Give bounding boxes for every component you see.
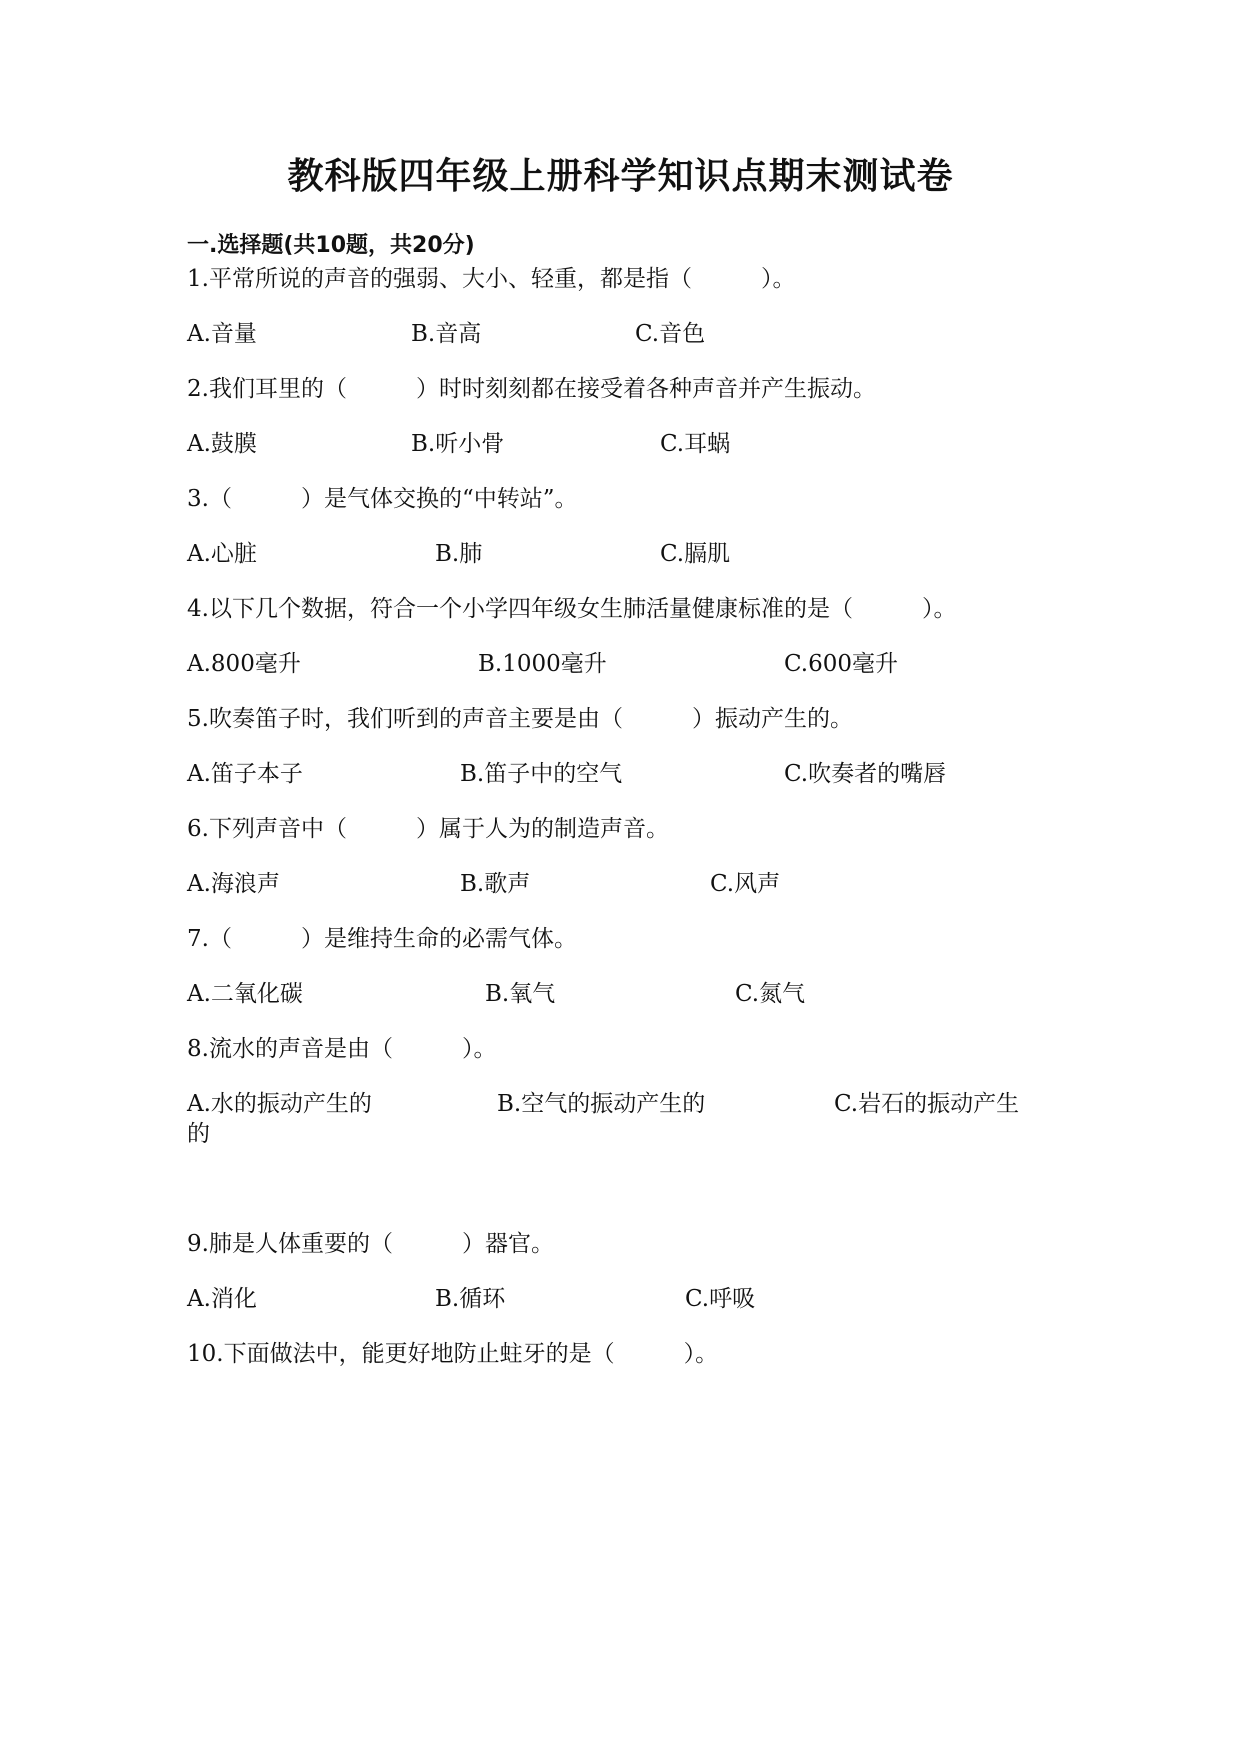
- q1-option-b: B.音高: [411, 321, 482, 347]
- section-heading: 一.选择题(共10题，共20分): [187, 233, 475, 258]
- q5-option-c: C.吹奏者的嘴唇: [784, 761, 947, 787]
- q6-option-b: B.歌声: [460, 871, 531, 897]
- q8-option-a: A.水的振动产生的: [187, 1091, 372, 1117]
- q7-option-a: A.二氧化碳: [187, 981, 303, 1007]
- q4-option-c: C.600毫升: [784, 651, 898, 677]
- q1-option-c: C.音色: [635, 321, 706, 347]
- q2-option-b: B.听小骨: [411, 431, 505, 457]
- q5-option-b: B.笛子中的空气: [460, 761, 623, 787]
- question-10: 10.下面做法中，能更好地防止蛀牙的是（ ）。: [187, 1341, 719, 1367]
- q4-option-b: B.1000毫升: [478, 651, 607, 677]
- exam-title: 教科版四年级上册科学知识点期末测试卷: [287, 156, 954, 197]
- q2-option-c: C.耳蜗: [660, 431, 731, 457]
- q8-option-b: B.空气的振动产生的: [497, 1091, 706, 1117]
- q3-option-a: A.心脏: [187, 541, 257, 567]
- q8-option-c-wrap: 的: [187, 1121, 210, 1147]
- question-5: 5.吹奏笛子时，我们听到的声音主要是由（ ）振动产生的。: [187, 706, 853, 732]
- question-1: 1.平常所说的声音的强弱、大小、轻重，都是指（ ）。: [187, 266, 796, 292]
- question-3: 3.（ ）是气体交换的“中转站”。: [187, 486, 578, 512]
- q9-option-c: C.呼吸: [685, 1286, 756, 1312]
- q3-option-b: B.肺: [435, 541, 483, 567]
- question-4: 4.以下几个数据，符合一个小学四年级女生肺活量健康标准的是（ ）。: [187, 596, 957, 622]
- question-9: 9.肺是人体重要的（ ）器官。: [187, 1231, 554, 1257]
- question-6: 6.下列声音中（ ）属于人为的制造声音。: [187, 816, 669, 842]
- q3-option-c: C.膈肌: [660, 541, 731, 567]
- question-8: 8.流水的声音是由（ ）。: [187, 1036, 497, 1062]
- question-7: 7.（ ）是维持生命的必需气体。: [187, 926, 577, 952]
- q4-option-a: A.800毫升: [187, 651, 301, 677]
- question-2: 2.我们耳里的（ ）时时刻刻都在接受着各种声音并产生振动。: [187, 376, 876, 402]
- q1-option-a: A.音量: [187, 321, 257, 347]
- q9-option-a: A.消化: [187, 1286, 257, 1312]
- q9-option-b: B.循环: [435, 1286, 506, 1312]
- q6-option-c: C.风声: [710, 871, 781, 897]
- q7-option-b: B.氧气: [485, 981, 556, 1007]
- q8-option-c: C.岩石的振动产生: [834, 1091, 1020, 1117]
- q2-option-a: A.鼓膜: [187, 431, 257, 457]
- q6-option-a: A.海浪声: [187, 871, 280, 897]
- q7-option-c: C.氮气: [735, 981, 806, 1007]
- q5-option-a: A.笛子本子: [187, 761, 303, 787]
